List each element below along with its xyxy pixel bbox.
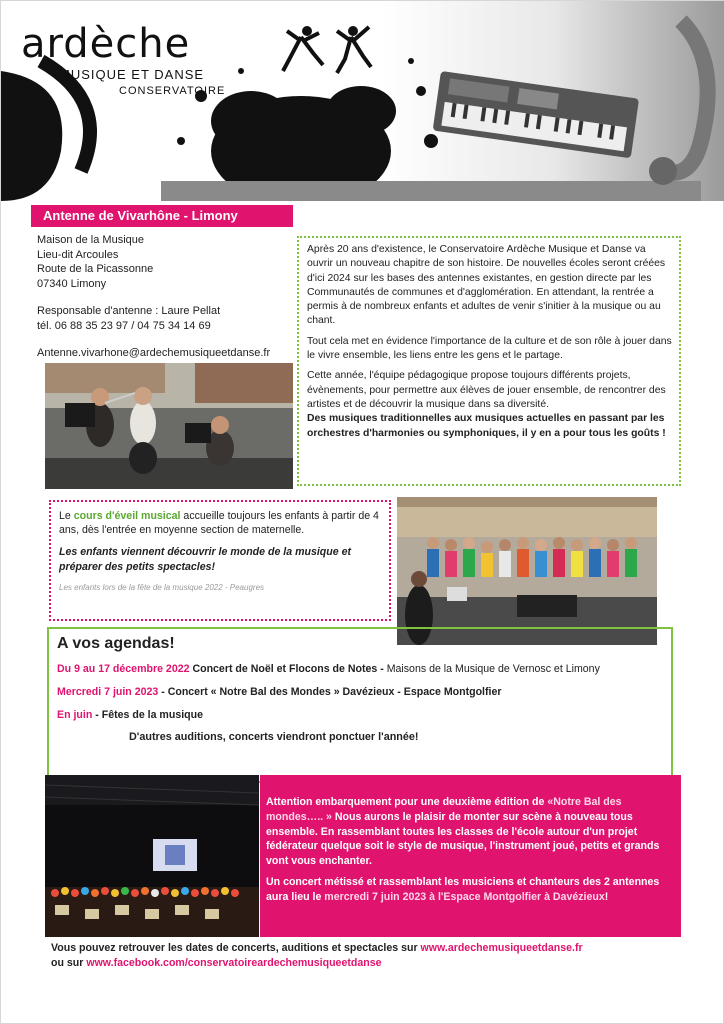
footer	[51, 941, 691, 971]
intro-paragraph-bold: Des musiques traditionnelles aux musiques actuelles en passant par les orchestres d'harmonies ou symphoniques, il y en a pour tous les goûts !	[307, 413, 666, 439]
agenda-date: Mercredi 7 juin 2023	[57, 685, 159, 698]
eveil-box	[49, 500, 391, 621]
agenda-item	[57, 709, 671, 723]
agenda-date: En juin	[57, 708, 93, 721]
agenda-event: Concert de Noël et Flocons de Notes -	[189, 663, 384, 675]
telephone: tél. 06 88 35 23 97 / 04 75 34 14 69	[37, 319, 211, 332]
address-line: Maison de la Musique	[37, 234, 145, 246]
facebook-link[interactable]: www.facebook.com/conservatoireardechemusiqueetdanse	[86, 957, 382, 969]
footer-text: ou sur	[51, 957, 87, 969]
website-link[interactable]: www.ardechemusiqueetdanse.fr	[420, 942, 583, 954]
intro-paragraph: Tout cela met en évidence l'importance de la culture et de son rôle à jouer dans le vivre ensemble, les liens entre les gens et le partage.	[307, 335, 672, 362]
attention-paragraph	[266, 875, 673, 905]
responsable: Responsable d'antenne : Laure Pellat	[37, 305, 221, 317]
eveil-italic: Les enfants viennent découvrir le monde de la musique et préparer des petits spectacles!	[59, 546, 351, 573]
footer-line	[51, 941, 691, 956]
logo-title: ardèche	[21, 21, 191, 67]
attention-box	[260, 775, 681, 937]
intro-paragraph: Cette année, l'équipe pédagogique propose toujours différents projets, évènements, pour permettre aux élèves de jouer ensemble, de rencontrer des artistes et de découvrir la musique dans sa diversité.	[307, 370, 666, 410]
attention-text: Un concert métissé et rassemblant les musiciens et chanteurs des 2 antennes aura lieu le	[266, 875, 660, 903]
photo-concert-hall	[45, 775, 259, 937]
agenda-item	[57, 686, 671, 700]
agenda-event: - Fêtes de la musique	[92, 708, 203, 721]
address-line: Lieu-dit Arcoules	[37, 248, 119, 261]
agenda-note: D'autres auditions, concerts viendront ponctuer l'année!	[129, 731, 419, 744]
eveil-lead: Le	[59, 510, 74, 522]
attention-text: Attention embarquement pour une deuxième édition de	[266, 796, 548, 808]
attention-highlight: «Notre Bal des mondes….. »	[266, 796, 622, 823]
logo-subtitle: MUSIQUE ET DANSE	[59, 67, 205, 82]
eveil-highlight: cours d'éveil musical	[73, 510, 181, 522]
agenda-title: A vos agendas!	[57, 635, 175, 652]
eveil-body: accueille toujours les enfants à partir de 4 ans, dès l'entrée en moyenne section de maternelle.	[59, 510, 379, 537]
agenda-location: Maisons de la Musique de Vernosc et Limony	[383, 663, 600, 675]
antenne-title: Antenne de Vivarhône - Limony	[31, 205, 293, 227]
intro-paragraph: Après 20 ans d'existence, le Conservatoire Ardèche Musique et Danse va ouvrir un nouveau chapitre de son histoire. De nouvelles écoles seront créées d'ici 2024 sur les bases des antennes existantes, en gestion directe par les Communautés de communes et d'agglomération. En attendant, la rentrée a permis à de nombreux enfants et adultes de venir s'initier à la musique ou au chant.	[307, 244, 666, 327]
address-line: 07340 Limony	[37, 277, 107, 290]
footer-line	[51, 956, 691, 971]
footer-text: Vous pouvez retrouver les dates de concerts, auditions et spectacles sur	[51, 942, 421, 954]
attention-text: !	[604, 890, 609, 903]
address-line: Route de la Picassonne	[37, 263, 154, 275]
attention-paragraph	[266, 795, 673, 869]
agenda-item	[57, 663, 671, 677]
agenda-box	[47, 627, 673, 783]
attention-highlight: mercredi 7 juin 2023 à l'Espace Montgolfier à Davézieux	[324, 890, 605, 903]
photo-children-choir	[397, 497, 657, 645]
logo-subtitle-conservatoire: CONSERVATOIRE	[119, 85, 226, 97]
attention-text: Nous aurons le plaisir de monter sur scène à nouveau tous ensemble. En rassemblant toutes les classes de l'école autour d'un projet fédérateur quelque soit le style de musique, l'instrument joué, petits et grands vont vous enchanter.	[266, 810, 660, 868]
agenda-event: - Concert « Notre Bal des Mondes » Davézieux - Espace Montgolfier	[158, 685, 502, 698]
eveil-text	[59, 509, 381, 537]
eveil-caption: Les enfants lors de la fête de la musique 2022 - Peaugres	[59, 582, 265, 592]
header	[1, 1, 724, 201]
intro-box	[297, 236, 681, 486]
address-block	[37, 233, 307, 361]
agenda-date: Du 9 au 17 décembre 2022	[57, 663, 190, 675]
email-link[interactable]: Antenne.vivarhone@ardechemusiqueetdanse.fr	[37, 347, 271, 359]
photo-flute-players	[45, 363, 293, 489]
